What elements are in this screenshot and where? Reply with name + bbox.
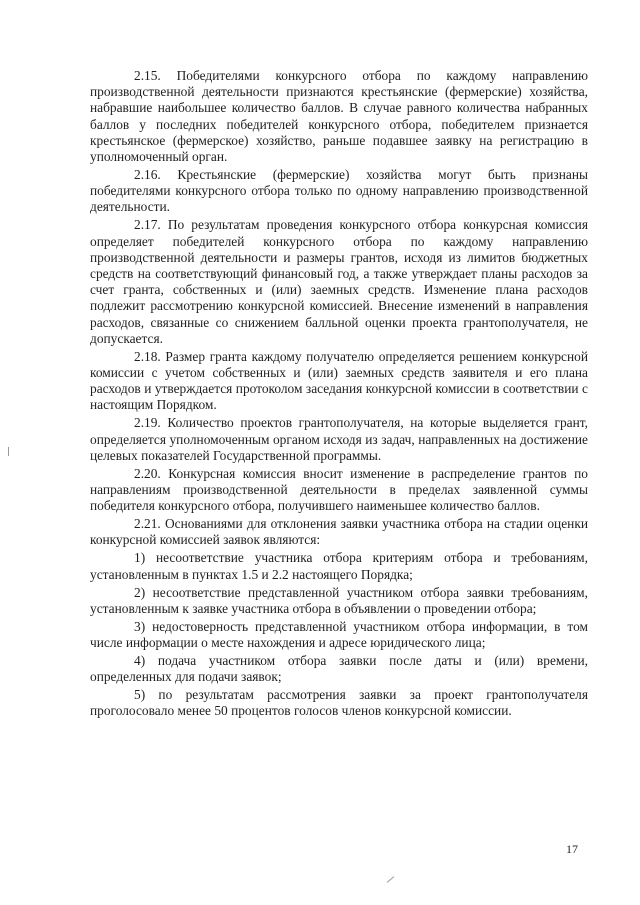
list-item-5: 5) по результатам рассмотрения заявки за проект грантополучателя проголосовало менее 50 процентов голосов членов конкурсной комиссии.: [90, 687, 588, 719]
paragraph-2-15: 2.15. Победителями конкурсного отбора по каждому направлению производственной деятельности признаются крестьянские (фермерские) хозяйства, набравшие наибольшее количество баллов. В случае равного количества набранных баллов у последних победителей конкурсного отбора, победителем признается крестьянское (фермерское) хозяйство, раньше подавшее заявку на регистрацию в уполномоченный орган.: [90, 68, 588, 165]
list-item-2: 2) несоответствие представленной участником отбора заявки требованиям, установленным к заявке участника отбора в объявлении о проведении отбора;: [90, 584, 588, 616]
list-item-3: 3) недостоверность представленной участником отбора информации, в том числе информации о месте нахождения и адресе юридического лица;: [90, 618, 588, 651]
scan-mark: [8, 447, 9, 456]
paragraph-2-21: 2.21. Основаниями для отклонения заявки участника отбора на стадии оценки конкурсной комиссией заявок являются:: [90, 516, 588, 548]
paragraph-2-16: 2.16. Крестьянские (фермерские) хозяйства могут быть признаны победителями конкурсного отбора только по одному направлению производственной деятельности.: [90, 167, 588, 215]
paragraph-2-18: 2.18. Размер гранта каждому получателю определяется решением конкурсной комиссии с учетом собственных и (или) заемных средств заявителя и его плана расходов и утверждается протоколом заседания конкурсной комиссии в соответствии с настоящим Порядком.: [90, 348, 588, 413]
paragraph-2-20: 2.20. Конкурсная комиссия вносит изменение в распределение грантов по направлениям производственной деятельности в пределах заявленной суммы победителя конкурсного отбора, получившего наименьшее количество баллов.: [90, 465, 588, 514]
list-item-1: 1) несоответствие участника отбора критериям отбора и требованиям, установленным в пунктах 1.5 и 2.2 настоящего Порядка;: [90, 550, 588, 582]
list-item-4: 4) подача участником отбора заявки после даты и (или) времени, определенных для подачи заявок;: [90, 653, 588, 685]
page-number: 17: [566, 842, 578, 856]
paragraph-2-17: 2.17. По результатам проведения конкурсного отбора конкурсная комиссия определяет победителей конкурсного отбора по каждому направлению производственной деятельности и размеры грантов, исходя из лимитов бюджетных средств на соответствующий финансовый год, а также утверждает планы расходов за счет гранта, собственных и (или) заемных средств. Изменение плана расходов подлежит рассмотрению конкурсной комиссией. Внесение изменений в направления расходов, связанные со снижением балльной оценки проекта грантополучателя, не допускается.: [90, 217, 588, 346]
paragraph-2-19: 2.19. Количество проектов грантополучателя, на которые выделяется грант, определяется уполномоченным органом исходя из задач, направленных на достижение целевых показателей Государственной программы.: [90, 415, 588, 463]
scan-mark: [387, 876, 395, 883]
body-text: [90, 68, 588, 721]
